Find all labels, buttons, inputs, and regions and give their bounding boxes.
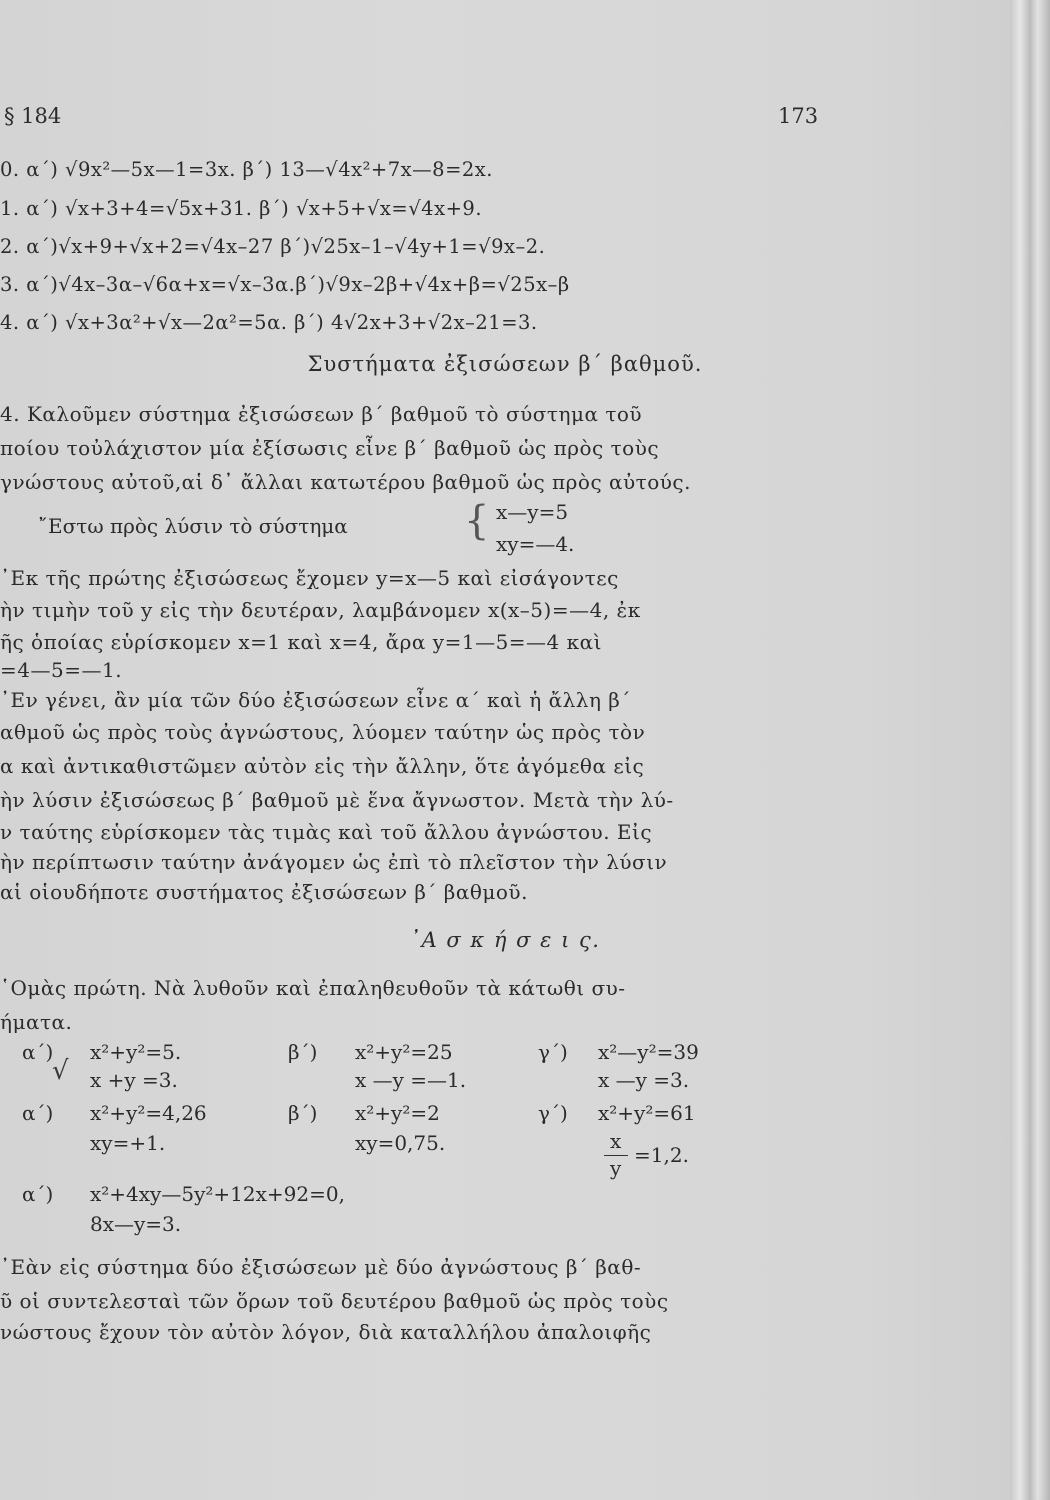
system-eq: x²+y²=2 [355, 1101, 440, 1125]
system-eq: xy=0,75. [355, 1131, 446, 1155]
fraction-numerator: x [610, 1129, 622, 1153]
system-eq: xy=+1. [90, 1131, 166, 1155]
paragraph-line: 4. Καλοῦμεν σύστημα ἐξισώσεων β΄ βαθμοῦ τὸ σύστημα τοῦ [0, 402, 643, 426]
paragraph-line: ᾽Εὰν εἰς σύστημα δύο ἐξισώσεων μὲ δύο ἀγνώστους β΄ βαθ- [0, 1255, 642, 1279]
paragraph-line: =4—5=—1. [0, 658, 123, 682]
paragraph-line: αθμοῦ ὡς πρὸς τοὺς ἀγνώστους, λύομεν ταύτην ὡς πρὸς τὸν [0, 720, 646, 744]
system-eq: x —y =3. [598, 1068, 690, 1092]
system-eq: x +y =3. [90, 1068, 178, 1092]
exercises-title: ᾽Α σ κ ή σ ε ι ς. [409, 928, 601, 952]
system-eq: x²+y²=61 [598, 1101, 696, 1125]
system-label-b: β΄) [288, 1101, 318, 1125]
system-label-c: γ΄) [538, 1101, 568, 1125]
paragraph-line: αἱ οἱουδήποτε συστήματος ἐξισώσεων β΄ βαθμοῦ. [0, 880, 528, 904]
section-number: § 184 [4, 104, 62, 128]
system-intro: ῎Εστω πρὸς λύσιν τὸ σύστημα [38, 514, 348, 538]
system-equation-1: x—y=5 [496, 500, 569, 524]
system-eq: x —y =—1. [355, 1068, 467, 1092]
radical-exercise-14: 4. α΄) √x+3α²+√x—2α²=5α. β΄) 4√2x+3+√2x–21=3. [0, 311, 538, 334]
section-title: Συστήματα ἐξισώσεων β΄ βαθμοῦ. [307, 352, 703, 376]
system-eq: 8x—y=3. [90, 1212, 182, 1236]
radical-exercise-11: 1. α΄) √x+3+4=√5x+31. β΄) √x+5+√x=√4x+9. [0, 197, 483, 220]
system-label-c: γ΄) [538, 1040, 568, 1064]
paragraph-line: γνώστους αὐτοῦ,αἱ δ᾽ ἄλλαι κατωτέρου βαθμοῦ ὡς πρὸς αὐτούς. [0, 470, 691, 494]
system-eq: x²—y²=39 [598, 1040, 699, 1064]
system-eq: x²+y²=5. [90, 1040, 182, 1064]
system-label-a: α΄) [22, 1040, 54, 1064]
system-eq: x²+4xy—5y²+12x+92=0, [90, 1182, 345, 1206]
paragraph-line: ᾽Εκ τῆς πρώτης ἐξισώσεως ἔχομεν y=x—5 καὶ εἰσάγοντες [0, 566, 619, 590]
group-intro-line: ῾Ομὰς πρώτη. Νὰ λυθοῦν καὶ ἐπαληθευθοῦν τὰ κάτωθι συ- [0, 976, 626, 1000]
paragraph-line: ὴν τιμὴν τοῦ y εἰς τὴν δευτέραν, λαμβάνομεν x(x–5)=—4, ἐκ [0, 598, 641, 622]
system-label-a: α΄) [22, 1101, 54, 1125]
radical-exercise-12: 2. α΄)√x+9+√x+2=√4x–27 β΄)√25x–1–√4y+1=√9x–2. [0, 235, 546, 258]
page-number: 173 [778, 104, 819, 128]
paragraph-line: α καὶ ἀντικαθιστῶμεν αὐτὸν εἰς τὴν ἄλλην, ὅτε ἀγόμεθα εἰς [0, 754, 645, 778]
paragraph-line: νώστους ἔχουν τὸν αὐτὸν λόγον, διὰ καταλλήλου ἀπαλοιφῆς [0, 1320, 652, 1344]
paragraph-line: ν ταύτης εὑρίσκομεν τὰς τιμὰς καὶ τοῦ ἄλλου ἀγνώστου. Εἰς [0, 820, 653, 844]
paragraph-line: ὴν περίπτωσιν ταύτην ἀνάγομεν ὡς ἐπὶ τὸ πλεῖστον τὴν λύσιν [0, 850, 668, 874]
radical-exercise-13: 3. α΄)√4x–3α–√6α+x=√x–3α.β΄)√9x–2β+√4x+β=√25x–β [0, 273, 570, 296]
checkmark-icon: √ [52, 1056, 69, 1086]
paragraph-line: ποίου τοὐλάχιστον μία ἐξίσωσις εἶνε β΄ βαθμοῦ ὡς πρὸς τοὺς [0, 436, 660, 460]
paragraph-line: ῆς ὁποίας εὑρίσκομεν x=1 καὶ x=4, ἄρα y=1—5=—4 καὶ [0, 630, 602, 654]
radical-exercise-10: 0. α΄) √9x²—5x—1=3x. β΄) 13—√4x²+7x—8=2x. [0, 158, 494, 181]
system-equation-2: xy=—4. [496, 532, 575, 556]
fraction-denominator: y [610, 1156, 622, 1180]
paragraph-line: ὴν λύσιν ἐξισώσεως β΄ βαθμοῦ μὲ ἕνα ἄγνωστον. Μετὰ τὴν λύ- [0, 788, 674, 812]
system-eq: x²+y²=4,26 [90, 1101, 207, 1125]
paragraph-line: ῦ οἱ συντελεσταὶ τῶν ὅρων τοῦ δευτέρου βαθμοῦ ὡς πρὸς τοὺς [0, 1289, 669, 1313]
page-edge [1010, 0, 1050, 1500]
system-eq: =1,2. [634, 1143, 689, 1167]
group-intro-line: ήματα. [0, 1010, 73, 1034]
system-eq: x²+y²=25 [355, 1040, 453, 1064]
paragraph-line: ᾽Εν γένει, ἂν μία τῶν δύο ἐξισώσεων εἶνε α΄ καὶ ἡ ἄλλη β΄ [0, 688, 631, 712]
system-label-a: α΄) [22, 1182, 54, 1206]
system-brace: { [464, 498, 490, 544]
system-label-b: β΄) [288, 1040, 318, 1064]
